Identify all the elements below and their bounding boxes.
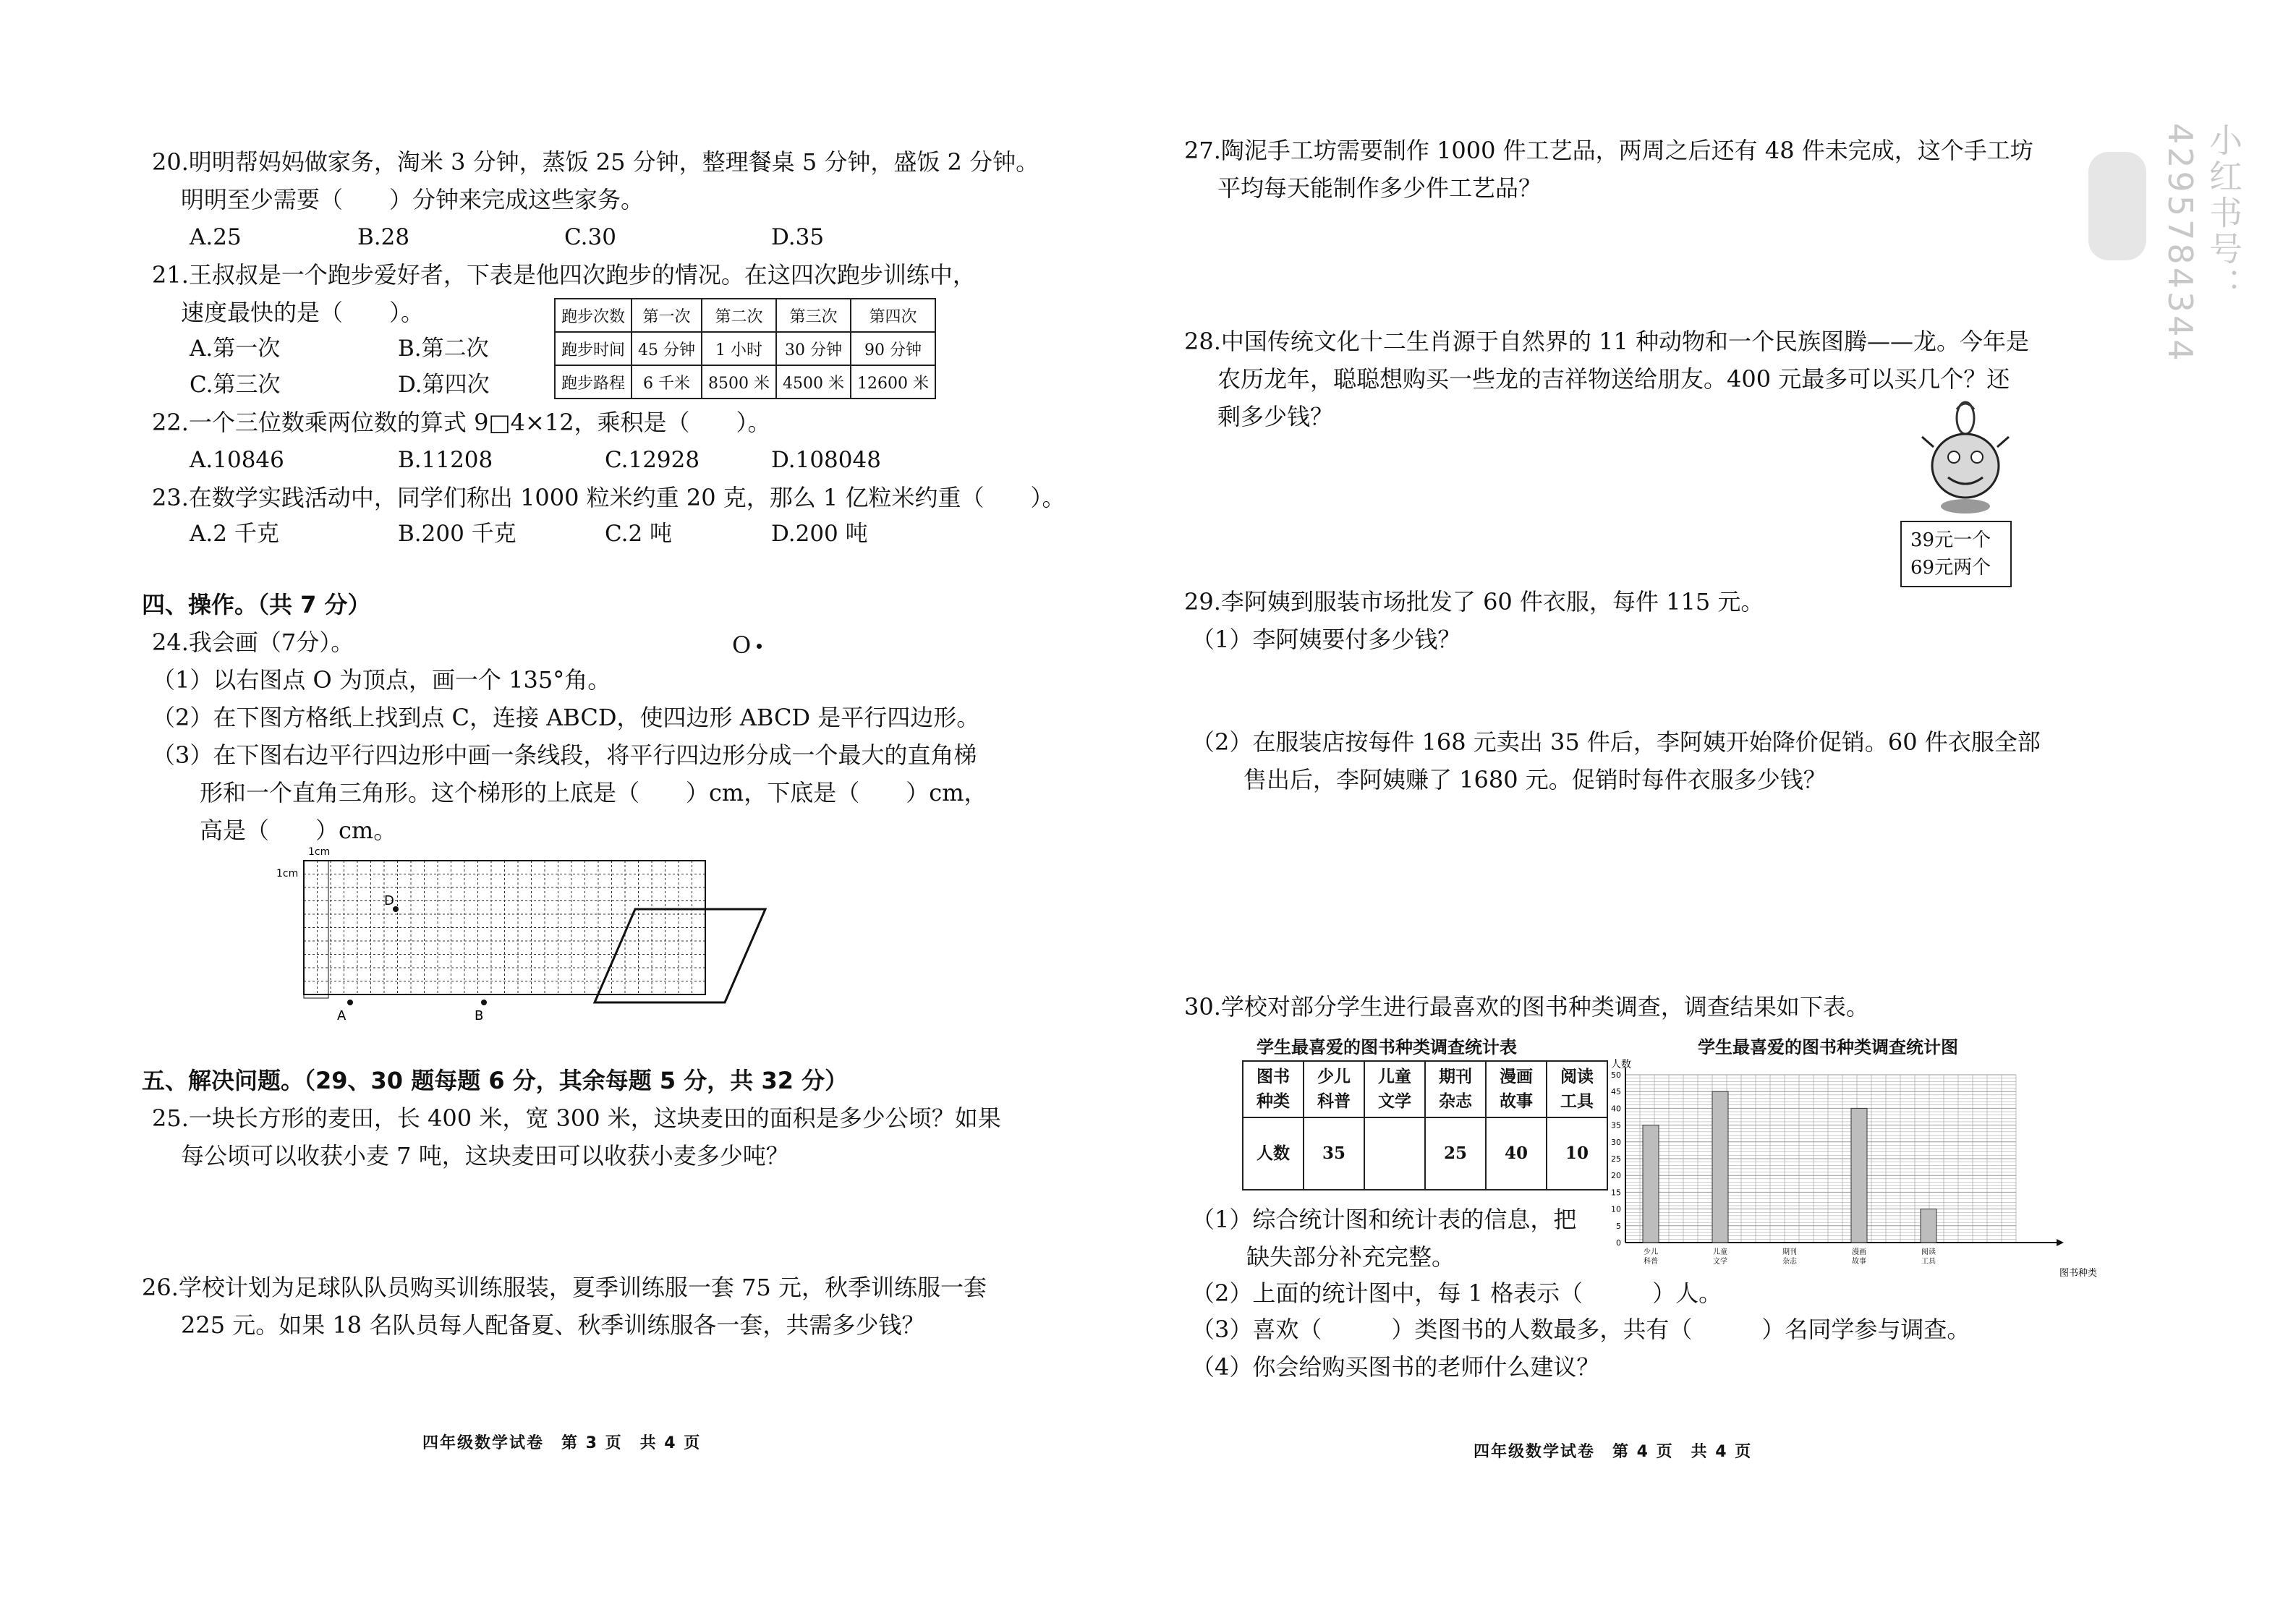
grid-frame-left-part — [304, 861, 328, 998]
table-cell: 45 分钟 — [632, 332, 702, 365]
chart-y-tick-label: 40 — [1611, 1104, 1621, 1114]
q25-line2: 每公顷可以收获小麦 7 吨，这块麦田可以收获小麦多少吨？ — [181, 1142, 789, 1170]
page-footer: 四年级数学试卷 第 4 页 共 4 页 — [1474, 1443, 1753, 1461]
chart-ylabel: 人数 — [1611, 1059, 1631, 1070]
q20-line1: 20.明明帮妈妈做家务，淘米 3 分钟，蒸饭 25 分钟，整理餐桌 5 分钟，盛饭 2 分钟。 — [152, 148, 1039, 176]
chart-x-tick-label: 阅读 — [1921, 1248, 1936, 1256]
q30-part2: （2）上面的统计图中，每 1 格表示（ ）人。 — [1191, 1279, 1722, 1307]
q24-stem: 24.我会画（7分）。 — [152, 629, 354, 656]
table-cell: 第三次 — [776, 299, 851, 332]
q24-part3-line2: 形和一个直角三角形。这个梯形的上底是（ ）cm，下底是（ ）cm， — [200, 779, 987, 806]
table-cell: 35 — [1304, 1117, 1364, 1190]
chart-x-tick-label: 故事 — [1852, 1258, 1866, 1266]
q20-line2: 明明至少需要（ ）分钟来完成这些家务。 — [181, 186, 645, 213]
book-survey-table — [1242, 1060, 1608, 1190]
chart-x-tick-label: 文学 — [1713, 1258, 1727, 1266]
table-cell: 25 — [1425, 1117, 1486, 1190]
q23-option-b: B.200 千克 — [398, 521, 516, 547]
table-header-cell: 儿童 文学 — [1364, 1061, 1425, 1117]
chart-title: 学生最喜爱的图书种类调查统计图 — [1698, 1037, 1958, 1057]
grid-paper[interactable] — [275, 839, 854, 1034]
table-header-cell: 图书 种类 — [1243, 1061, 1304, 1117]
point-d-label: D — [384, 893, 394, 908]
chart-x-axis-arrow — [2057, 1239, 2064, 1246]
table-cell: 第一次 — [632, 299, 702, 332]
unit-label-left: 1cm — [276, 868, 299, 879]
table-header-cell: 少儿 科普 — [1304, 1061, 1364, 1117]
table-cell: 4500 米 — [776, 365, 851, 399]
chart-x-tick-label: 工具 — [1921, 1258, 1936, 1266]
table-header-cell: 阅读 工具 — [1547, 1061, 1607, 1117]
chart-bar — [1851, 1108, 1867, 1243]
table-cell: 30 分钟 — [776, 332, 851, 365]
exam-page-4 — [1148, 0, 2296, 1623]
q24-part1: （1）以右图点 O 为顶点，画一个 135°角。 — [152, 666, 611, 694]
q23-option-a: A.2 千克 — [190, 521, 279, 547]
book-survey-bar-chart — [1596, 1057, 2103, 1289]
chart-xlabel: 图书种类 — [2059, 1268, 2098, 1279]
chart-y-tick-label: 35 — [1611, 1120, 1621, 1130]
price-single: 39元一个 — [1910, 529, 1991, 551]
chart-y-tick-label: 10 — [1611, 1204, 1621, 1214]
chart-bar — [1643, 1125, 1659, 1243]
table-row — [1243, 1117, 1607, 1190]
q20-option-b: B.28 — [357, 224, 410, 250]
parallelogram — [595, 909, 765, 1002]
table-cell: 跑步次数 — [555, 299, 632, 332]
table-row-label: 人数 — [1243, 1117, 1304, 1190]
point-b-dot — [481, 1000, 487, 1005]
watermark-text: 小红书号：4295784344 — [2161, 123, 2243, 364]
point-o-dot — [757, 644, 762, 649]
q21-line2: 速度最快的是（ ）。 — [181, 299, 425, 326]
q28-line1: 28.中国传统文化十二生肖源于自然界的 11 种动物和一个民族图腾——龙。今年是 — [1184, 328, 2029, 355]
table-cell: 90 分钟 — [851, 332, 935, 365]
table-cell: 跑步时间 — [555, 332, 632, 365]
q24-part3-line1: （3）在下图右边平行四边形中画一条线段，将平行四边形分成一个最大的直角梯 — [152, 741, 977, 769]
q24-part3-line3: 高是（ ）cm。 — [200, 817, 397, 844]
q21-option-d: D.第四次 — [398, 372, 490, 398]
book-table-title: 学生最喜爱的图书种类调查统计表 — [1257, 1037, 1517, 1057]
chart-y-tick-label: 25 — [1611, 1154, 1621, 1164]
q27-line2: 平均每天能制作多少件工艺品？ — [1217, 174, 1542, 202]
table-row — [555, 299, 935, 332]
table-cell: 第四次 — [851, 299, 935, 332]
point-a-dot — [347, 1000, 353, 1005]
chart-bar — [1712, 1091, 1728, 1243]
price-tag — [1900, 521, 2012, 587]
q21-line1: 21.王叔叔是一个跑步爱好者，下表是他四次跑步的情况。在这四次跑步训练中， — [152, 261, 976, 289]
table-cell: 40 — [1486, 1117, 1547, 1190]
q30-stem: 30.学校对部分学生进行最喜欢的图书种类调查，调查结果如下表。 — [1184, 993, 1869, 1021]
q28-line3: 剩多少钱？ — [1217, 403, 1334, 430]
q29-stem: 29.李阿姨到服装市场批发了 60 件衣服，每件 115 元。 — [1184, 588, 1764, 615]
q30-part1-line1: （1）综合统计图和统计表的信息，把 — [1191, 1206, 1577, 1233]
chart-y-tick-label: 0 — [1616, 1238, 1621, 1248]
q24-part2: （2）在下图方格纸上找到点 C，连接 ABCD，使四边形 ABCD 是平行四边形。 — [152, 704, 980, 731]
table-cell: 第二次 — [702, 299, 776, 332]
unit-label-top: 1cm — [308, 846, 331, 858]
table-cell: 1 小时 — [702, 332, 776, 365]
table-row — [1243, 1061, 1607, 1117]
q30-part3: （3）喜欢（ ）类图书的人数最多，共有（ ）名同学参与调查。 — [1191, 1316, 1970, 1343]
q22-option-a: A.10846 — [190, 447, 284, 473]
q29-part2-line1: （2）在服装店按每件 168 元卖出 35 件后，李阿姨开始降价促销。60 件衣服全部 — [1191, 728, 2041, 756]
table-row — [555, 332, 935, 365]
q20-option-a: A.25 — [190, 224, 242, 250]
chart-y-tick-label: 5 — [1616, 1221, 1621, 1231]
q30-part1-line2: 缺失部分补充完整。 — [1246, 1243, 1455, 1271]
table-cell-blank[interactable] — [1364, 1117, 1425, 1190]
point-b-label: B — [475, 1008, 484, 1023]
chart-y-tick-label: 15 — [1611, 1188, 1621, 1198]
q30-part4: （4）你会给购买图书的老师什么建议？ — [1191, 1353, 1600, 1381]
q23-option-d: D.200 吨 — [771, 521, 868, 547]
chart-x-tick-label: 少儿 — [1644, 1248, 1658, 1256]
grid-lines — [304, 861, 705, 994]
table-header-cell: 漫画 故事 — [1486, 1061, 1547, 1117]
chart-x-tick-label: 杂志 — [1782, 1258, 1797, 1266]
page-footer: 四年级数学试卷 第 3 页 共 4 页 — [422, 1434, 702, 1452]
chart-y-tick-label: 45 — [1611, 1087, 1621, 1097]
q22-option-b: B.11208 — [398, 447, 493, 473]
q21-option-c: C.第三次 — [190, 372, 281, 398]
table-cell: 6 千米 — [632, 365, 702, 399]
q23-stem: 23.在数学实践活动中，同学们称出 1000 粒米约重 20 克，那么 1 亿粒米约重（ ）。 — [152, 484, 1066, 511]
q22-option-d: D.108048 — [771, 447, 881, 473]
chart-y-tick-label: 30 — [1611, 1137, 1621, 1147]
q26-line1: 26.学校计划为足球队队员购买训练服装，夏季训练服一套 75 元，秋季训练服一套 — [142, 1274, 987, 1301]
q27-line1: 27.陶泥手工坊需要制作 1000 件工艺品，两周之后还有 48 件未完成，这个手工坊 — [1184, 137, 2033, 164]
chart-bar — [1921, 1209, 1936, 1243]
table-cell: 12600 米 — [851, 365, 935, 399]
q20-option-c: C.30 — [564, 224, 616, 250]
point-a-label: A — [337, 1008, 346, 1023]
section-5-heading: 五、解决问题。（29、30 题每题 6 分，其余每题 5 分，共 32 分） — [142, 1067, 849, 1094]
chart-x-tick-label: 儿童 — [1713, 1248, 1727, 1256]
q28-line2: 农历龙年，聪聪想购买一些龙的吉祥物送给朋友。400 元最多可以买几个？还 — [1217, 365, 2010, 393]
price-pair: 69元两个 — [1910, 557, 1991, 579]
chart-x-tick-label: 漫画 — [1852, 1248, 1866, 1256]
q23-option-c: C.2 吨 — [605, 521, 673, 547]
table-cell: 10 — [1547, 1117, 1607, 1190]
chart-x-tick-label: 科普 — [1644, 1258, 1658, 1266]
q29-part1: （1）李阿姨要付多少钱？ — [1191, 626, 1461, 653]
table-cell: 跑步路程 — [555, 365, 632, 399]
q22-option-c: C.12928 — [605, 447, 700, 473]
q25-line1: 25.一块长方形的麦田，长 400 米，宽 300 米，这块麦田的面积是多少公顷？如果 — [152, 1104, 1001, 1132]
point-o-label: O — [732, 631, 752, 659]
chart-y-tick-label: 20 — [1611, 1171, 1621, 1181]
q21-option-a: A.第一次 — [190, 336, 281, 362]
table-header-cell: 期刊 杂志 — [1425, 1061, 1486, 1117]
running-table — [554, 298, 936, 399]
table-row — [555, 365, 935, 399]
chart-grid — [1625, 1075, 2016, 1243]
q26-line2: 225 元。如果 18 名队员每人配备夏、秋季训练服各一套，共需多少钱？ — [181, 1311, 925, 1339]
chart-x-tick-label: 期刊 — [1782, 1248, 1797, 1256]
q22-stem: 22.一个三位数乘两位数的算式 9□4×12，乘积是（ ）。 — [152, 409, 771, 436]
q29-part2-line2: 售出后，李阿姨赚了 1680 元。促销时每件衣服多少钱？ — [1243, 766, 1827, 793]
chart-y-tick-label: 50 — [1611, 1070, 1621, 1080]
dragon-mascot-icon — [1915, 396, 2016, 519]
q21-option-b: B.第二次 — [398, 336, 489, 362]
q20-option-d: D.35 — [771, 224, 825, 250]
table-cell: 8500 米 — [702, 365, 776, 399]
watermark-logo — [2088, 152, 2146, 260]
section-4-heading: 四、操作。（共 7 分） — [142, 591, 371, 618]
